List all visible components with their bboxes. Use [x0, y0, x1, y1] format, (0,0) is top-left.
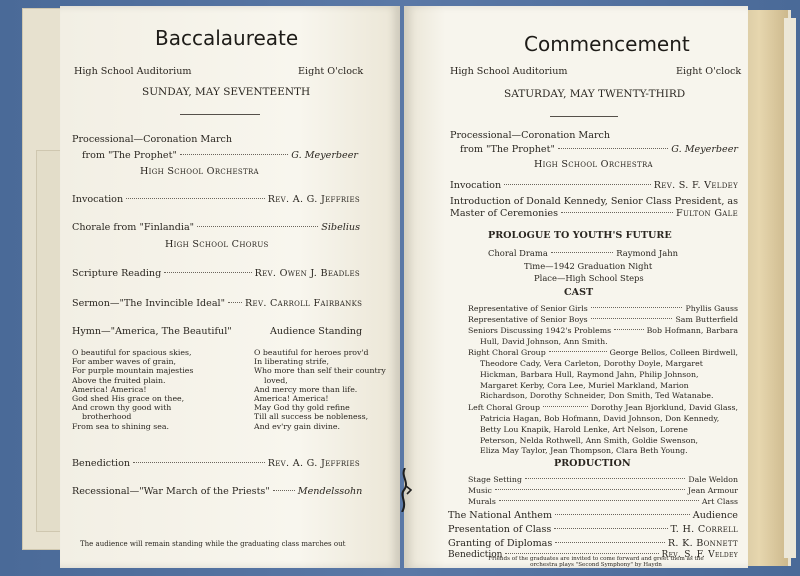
leader-dots [495, 489, 685, 490]
benediction-officiant: Rev. A. G. Jeffries [267, 458, 360, 469]
hymn-verse-1 [72, 348, 232, 431]
left-choral-members [480, 414, 742, 457]
cast-seniors-row [468, 326, 738, 335]
production-credit: Art Class [701, 497, 738, 506]
benediction-label: Benediction [448, 550, 503, 560]
leader-dots [505, 553, 658, 554]
leader-dots [228, 302, 242, 303]
processional-composer: G. Meyerbeer [671, 144, 738, 155]
scripture-label: Scripture Reading [72, 268, 162, 279]
verse-line: America! America! [254, 393, 329, 403]
production-role: Music [468, 486, 492, 495]
leader-dots [543, 406, 588, 407]
introduction-label: Master of Ceremonies [450, 208, 559, 219]
verse-line: For amber waves of grain, [72, 357, 176, 367]
baccalaureate-page [60, 6, 400, 568]
leader-dots [558, 148, 668, 149]
cast-line: Patricia Hagan, Bob Hofmann, David Johnson, Don Kennedy, [480, 414, 720, 423]
leader-dots [591, 307, 683, 308]
music-row [468, 486, 738, 495]
verse-line: God shed His grace on thee, [72, 393, 185, 403]
cast-heading: CAST [564, 287, 594, 298]
cast-line: Betty Lou Knapik, Harold Lenke, Art Nelson, Lorene [480, 424, 688, 434]
cast-member: Sam Butterfield [675, 315, 738, 324]
invocation-officiant: Rev. A. G. Jeffries [267, 194, 360, 205]
processional-composer: G. Meyerbeer [291, 150, 358, 161]
verse-line: And mercy more than life. [254, 384, 358, 394]
leader-dots [499, 500, 699, 501]
invocation-label: Invocation [450, 180, 502, 191]
cast-girls-row [468, 304, 738, 313]
right-choral-row [468, 348, 738, 357]
leader-dots [561, 212, 673, 213]
hymn-label: Hymn—"America, The Beautiful" [72, 326, 232, 337]
choral-drama-author: Raymond Jahn [616, 248, 678, 258]
cast-line: Peterson, Nelda Rothwell, Ann Smith, Goldie Swenson, [480, 435, 698, 445]
processional-row [460, 144, 738, 155]
hymn-verse-2 [254, 348, 394, 431]
cast-member: Phyllis Gauss [685, 304, 738, 313]
chorus-credit: High School Chorus [165, 239, 269, 250]
production-role: Murals [468, 497, 496, 506]
event-date: SUNDAY, MAY SEVENTEENTH [142, 86, 311, 98]
leader-dots [126, 198, 265, 199]
drama-time: Time—1942 Graduation Night [524, 261, 653, 271]
processional-title: Processional—Coronation March [450, 130, 611, 141]
benediction-officiant: Rev. S. F. Veldey [661, 550, 738, 560]
orchestra-credit: High School Orchestra [140, 166, 259, 177]
verse-line: O beautiful for spacious skies, [72, 348, 192, 357]
cast-member: Bob Hofmann, Barbara [646, 326, 738, 335]
leader-dots [273, 490, 295, 491]
leader-dots [555, 514, 690, 515]
right-choral-members [480, 359, 742, 402]
diplomas-label: Granting of Diplomas [448, 538, 553, 549]
cast-member: George Bellos, Colleen Birdwell, [609, 348, 738, 357]
verse-line: Who more than self their country [254, 366, 386, 376]
chorale-row [72, 222, 360, 233]
verse-line: Till all success be nobleness, [254, 412, 369, 422]
sermon-label: Sermon—"The Invincible Ideal" [72, 298, 226, 309]
verse-line: loved, [264, 375, 288, 385]
divider [180, 114, 260, 115]
verse-line: And ev'ry gain divine. [254, 421, 341, 431]
drama-place: Place—High School Steps [534, 273, 644, 283]
thread-icon [398, 468, 412, 512]
scripture-row [72, 268, 360, 279]
leader-dots [164, 272, 251, 273]
invocation-officiant: Rev. S. F. Veldey [653, 180, 738, 191]
cast-line: Hickman, Barbara Hull, Raymond Jahn, Philip Johnson, [480, 369, 699, 379]
event-time: Eight O'clock [298, 66, 364, 77]
cast-role: Representative of Senior Boys [468, 315, 588, 324]
page-title: Commencement [524, 32, 690, 56]
cast-role: Right Choral Group [468, 348, 546, 357]
leader-dots [504, 184, 651, 185]
verse-line: May God thy gold refine [254, 403, 350, 413]
presentation-label: Presentation of Class [448, 524, 552, 535]
choral-drama-row [488, 248, 678, 258]
leader-dots [549, 351, 607, 352]
production-credit: Dale Weldon [688, 475, 738, 484]
anthem-row [448, 510, 738, 521]
cast-line: Theodore Cady, Vera Carleton, Dorothy Doyle, Margaret [480, 359, 703, 368]
production-credit: Jean Armour [687, 486, 738, 495]
page-title: Baccalaureate [155, 26, 299, 50]
event-date: SATURDAY, MAY TWENTY-THIRD [504, 88, 686, 100]
verse-line: O beautiful for heroes prov'd [254, 348, 369, 357]
processional-row [82, 150, 358, 161]
verse-line: Above the fruited plain. [72, 375, 166, 385]
leader-dots [551, 252, 613, 253]
verse-line: America! America! [72, 384, 147, 394]
cast-role: Left Choral Group [468, 403, 540, 412]
sermon-row [72, 298, 363, 309]
orchestra-credit: High School Orchestra [534, 159, 653, 170]
recessional-composer: Mendelssohn [297, 486, 363, 497]
benediction-label: Benediction [72, 458, 131, 469]
invocation-row [72, 194, 360, 205]
chorale-label: Chorale from "Finlandia" [72, 222, 195, 233]
divider [550, 116, 618, 117]
diplomas-row [448, 538, 738, 549]
choral-drama-label: Choral Drama [488, 248, 548, 258]
leader-dots [197, 226, 318, 227]
leader-dots [591, 318, 673, 319]
leader-dots [180, 154, 288, 155]
benediction-row [72, 458, 360, 469]
leader-dots [555, 542, 665, 543]
hymn-note: Audience Standing [270, 326, 363, 337]
footer-line: orchestra plays "Second Symphony" by Haydn [530, 562, 662, 568]
page-footer-2 [452, 562, 740, 568]
chorale-composer: Sibelius [321, 222, 360, 233]
leader-dots [614, 329, 643, 330]
scripture-reader: Rev. Owen J. Beadles [254, 268, 360, 279]
page-footer: The audience will remain standing while the graduating class marches out [80, 540, 346, 548]
verse-line: In liberating strife, [254, 357, 329, 367]
back-pages-edge [784, 18, 796, 558]
leader-dots [554, 528, 667, 529]
cast-line: Richardson, Dorothy Schneider, Don Smith, Ted Watanabe. [480, 391, 714, 401]
stage-setting-row [468, 475, 738, 484]
processional-piece: from "The Prophet" [460, 144, 555, 155]
sermon-speaker: Rev. Carroll Fairbanks [245, 298, 363, 309]
cast-boys-row [468, 315, 738, 324]
introduction-speaker: Fulton Gale [676, 208, 738, 219]
presentation-row [448, 524, 738, 535]
presentation-presenter: T. H. Correll [670, 524, 738, 535]
leader-dots [133, 462, 265, 463]
event-time: Eight O'clock [676, 66, 742, 77]
cast-role: Seniors Discussing 1942's Problems [468, 326, 612, 335]
verse-line: And crown thy good with [72, 403, 172, 413]
left-choral-row [468, 403, 738, 412]
footer-line: Friends of the graduates are invited to come forward and greet them as the [488, 556, 704, 562]
production-role: Stage Setting [468, 475, 522, 484]
cast-role: Representative of Senior Girls [468, 304, 588, 313]
murals-row [468, 497, 738, 506]
production-heading: PRODUCTION [554, 458, 631, 469]
invocation-label: Invocation [72, 194, 124, 205]
recessional-row [72, 486, 363, 497]
introduction-row [450, 208, 738, 219]
cast-line: Eliza May Taylor, Jean Thompson, Clara Beth Young. [480, 446, 688, 456]
processional-piece: from "The Prophet" [82, 150, 177, 161]
cast-member: Dorothy Jean Bjorklund, David Glass, [590, 403, 738, 412]
leader-dots [525, 478, 685, 479]
verse-line: For purple mountain majesties [72, 366, 194, 376]
recessional-label: Recessional—"War March of the Priests" [72, 486, 270, 497]
diplomas-presenter: R. K. Bonnett [667, 538, 738, 549]
verse-line: brotherhood [82, 412, 132, 422]
commencement-page [404, 6, 748, 568]
anthem-performer: Audience [692, 510, 738, 521]
venue: High School Auditorium [74, 66, 192, 77]
cast-line: Margaret Kerby, Cora Lee, Muriel Markland, Marion [480, 380, 689, 390]
introduction-line: Introduction of Donald Kennedy, Senior Class President, as [450, 196, 739, 207]
processional-title: Processional—Coronation March [72, 134, 233, 145]
invocation-row [450, 180, 738, 191]
prologue-heading: PROLOGUE TO YOUTH'S FUTURE [488, 230, 672, 241]
venue: High School Auditorium [450, 66, 568, 77]
cast-continuation: Hull, David Johnson, Ann Smith. [480, 337, 608, 346]
verse-line: From sea to shining sea. [72, 421, 170, 431]
anthem-label: The National Anthem [448, 510, 553, 521]
binding-thread [398, 468, 412, 512]
